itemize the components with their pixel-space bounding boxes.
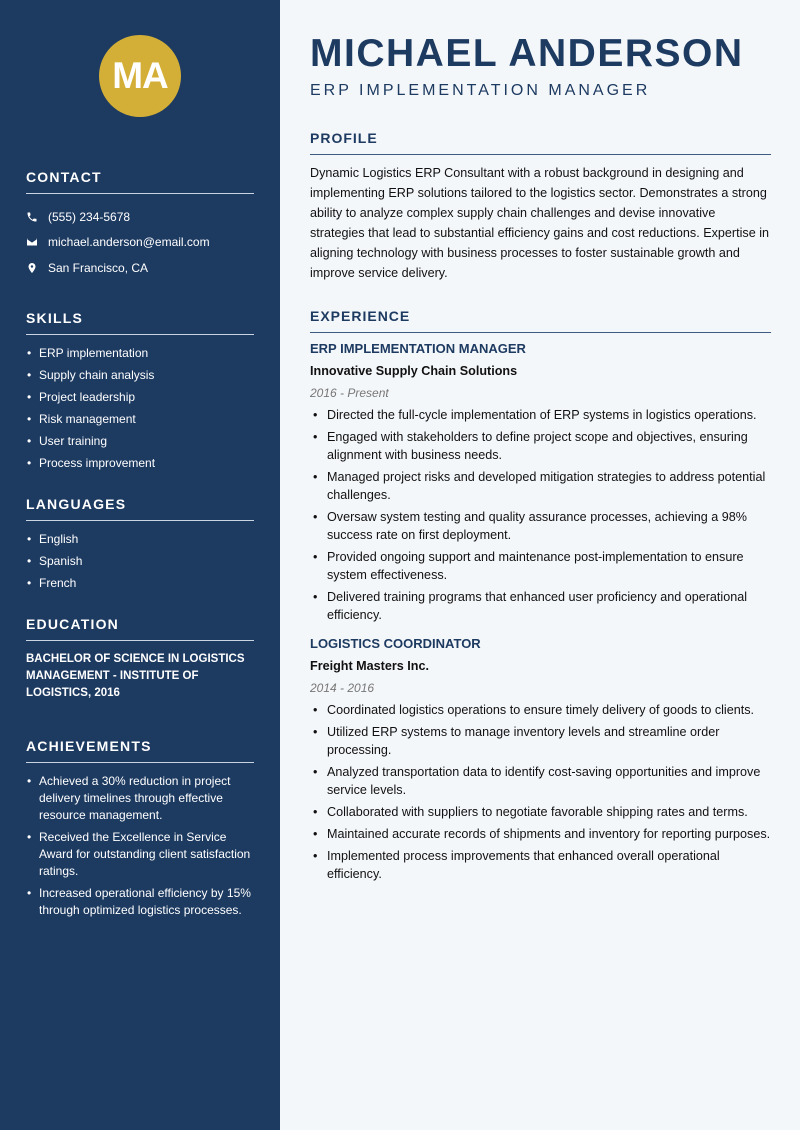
job-bullet: • Implemented process improvements that enhanced overall operational efficiency.: [310, 847, 771, 883]
job-bullet: • Collaborated with suppliers to negotiate favorable shipping rates and terms.: [310, 803, 771, 821]
job-entry: [310, 636, 771, 883]
avatar: MA: [99, 35, 181, 117]
achievements-list: [26, 773, 254, 919]
languages-list: [26, 531, 254, 592]
job-bullet: • Managed project risks and developed mitigation strategies to address potential challenges.: [310, 468, 771, 504]
contact-section: [26, 169, 254, 281]
education-section: [26, 616, 254, 702]
languages-section: [26, 496, 254, 592]
achievement-item: • Increased operational efficiency by 15% through optimized logistics processes.: [26, 885, 254, 919]
skills-list: [26, 345, 254, 472]
profile-heading: PROFILE: [310, 130, 771, 155]
job-dates: 2014 - 2016: [310, 681, 375, 695]
main-content: [310, 0, 771, 887]
skill-item: • Project leadership: [26, 389, 254, 406]
contact-location: [26, 255, 254, 281]
achievement-item: • Received the Excellence in Service Award for outstanding client satisfaction ratings.: [26, 829, 254, 880]
language-item: • English: [26, 531, 254, 548]
candidate-name: MICHAEL ANDERSON: [310, 32, 744, 75]
job-bullet: • Delivered training programs that enhanced user proficiency and operational efficiency.: [310, 588, 771, 624]
sidebar: [0, 0, 280, 1130]
email-text: michael.anderson@email.com: [48, 235, 210, 250]
company-name: Innovative Supply Chain Solutions: [310, 364, 518, 378]
achievements-section: [26, 738, 254, 919]
skill-item: • ERP implementation: [26, 345, 254, 362]
skills-heading: SKILLS: [26, 310, 254, 335]
job-bullet: • Coordinated logistics operations to ensure timely delivery of goods to clients.: [310, 701, 771, 719]
skill-item: • Risk management: [26, 411, 254, 428]
location-pin-icon: [26, 262, 38, 274]
phone-text: (555) 234-5678: [48, 209, 131, 224]
profile-text: Dynamic Logistics ERP Consultant with a robust background in designing and implementing ERP solutions tailored to the logistics sector. Demonstrates a strong ability to analyze complex supply chain challenges and devise innovative strategies that lead to substantial efficiency gains and cost reductions. Expertise in aligning technology with business processes to foster sustainable growth and improve service delivery.: [310, 166, 770, 280]
languages-heading: LANGUAGES: [26, 496, 254, 521]
job-bullet: • Oversaw system testing and quality assurance processes, achieving a 98% success rate on first deployment.: [310, 508, 771, 544]
job-title: ERP IMPLEMENTATION MANAGER: [310, 341, 526, 356]
experience-heading: EXPERIENCE: [310, 308, 771, 333]
contact-heading: CONTACT: [26, 169, 254, 194]
job-bullet: • Directed the full-cycle implementation of ERP systems in logistics operations.: [310, 406, 771, 424]
skill-item: • Supply chain analysis: [26, 367, 254, 384]
company-name: Freight Masters Inc.: [310, 659, 429, 673]
jobs-list: [310, 341, 771, 883]
job-bullet: • Analyzed transportation data to identify cost-saving opportunities and improve service levels.: [310, 763, 771, 799]
job-bullet: • Utilized ERP systems to manage inventory levels and streamline order processing.: [310, 723, 771, 759]
contact-email: [26, 230, 254, 256]
job-title: LOGISTICS COORDINATOR: [310, 636, 481, 651]
education-heading: EDUCATION: [26, 616, 254, 641]
job-bullet: • Provided ongoing support and maintenance post-implementation to ensure system effectiveness.: [310, 548, 771, 584]
job-bullet: • Engaged with stakeholders to define project scope and objectives, ensuring alignment with business needs.: [310, 428, 771, 464]
skill-item: • User training: [26, 433, 254, 450]
skills-section: [26, 310, 254, 472]
job-bullet: • Maintained accurate records of shipments and inventory for reporting purposes.: [310, 825, 771, 843]
phone-icon: [26, 211, 38, 223]
education-entry: BACHELOR OF SCIENCE IN LOGISTICS MANAGEMENT - INSTITUTE OF LOGISTICS, 2016: [26, 652, 245, 699]
achievement-item: • Achieved a 30% reduction in project delivery timelines through effective resource management.: [26, 773, 254, 824]
contact-phone: [26, 204, 254, 230]
job-bullets: [310, 406, 771, 624]
language-item: • Spanish: [26, 553, 254, 570]
location-text: San Francisco, CA: [48, 260, 149, 275]
job-entry: [310, 341, 771, 624]
profile-section: [310, 130, 771, 283]
job-title: ERP IMPLEMENTATION MANAGER: [310, 82, 651, 99]
language-item: • French: [26, 575, 254, 592]
email-icon: [26, 236, 38, 248]
experience-section: [310, 308, 771, 883]
job-dates: 2016 - Present: [310, 386, 389, 400]
job-bullets: [310, 701, 771, 883]
skill-item: • Process improvement: [26, 455, 254, 472]
achievements-heading: ACHIEVEMENTS: [26, 738, 254, 763]
